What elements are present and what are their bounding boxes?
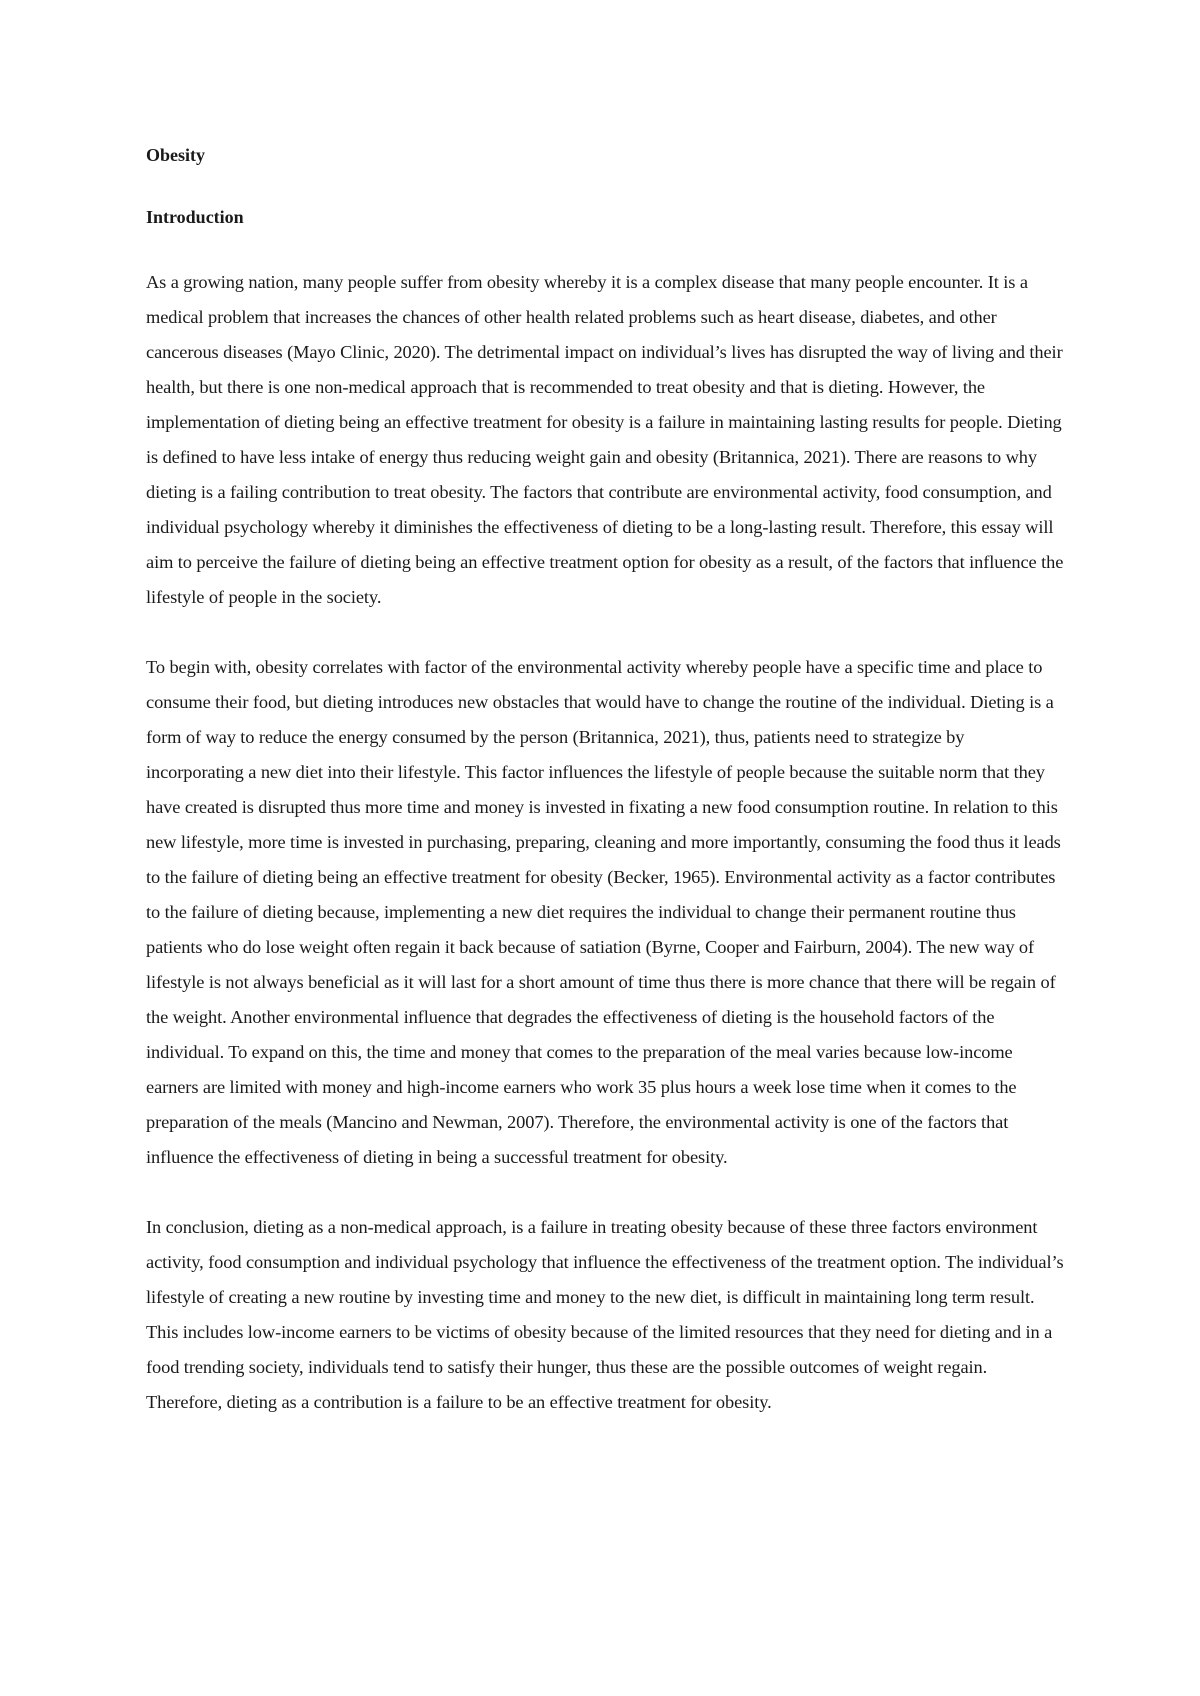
paragraph-introduction: As a growing nation, many people suffer from obesity whereby it is a complex disease that many people encounter. It is a medical problem that increases the chances of other health related problems such as heart disease, diabetes, and other cancerous diseases (Mayo Clinic, 2020). The detrimental impact on individual’s lives has disrupted the way of living and their health, but there is one non-medical approach that is recommended to treat obesity and that is dieting. However, the implementation of dieting being an effective treatment for obesity is a failure in maintaining lasting results for people. Dieting is defined to have less intake of energy thus reducing weight gain and obesity (Britannica, 2021). There are reasons to why dieting is a failing contribution to treat obesity. The factors that contribute are environmental activity, food consumption, and individual psychology whereby it diminishes the effectiveness of dieting to be a long-lasting result. Therefore, this essay will aim to perceive the failure of dieting being an effective treatment option for obesity as a result, of the factors that influence the lifestyle of people in the society. [146, 272, 1064, 607]
paragraph-environmental-activity: To begin with, obesity correlates with factor of the environmental activity whereby people have a specific time and place to consume their food, but dieting introduces new obstacles that would have to change the routine of the individual. Dieting is a form of way to reduce the energy consumed by the person (Britannica, 2021), thus, patients need to strategize by incorporating a new diet into their lifestyle. This factor influences the lifestyle of people because the suitable norm that they have created is disrupted thus more time and money is invested in fixating a new food consumption routine. In relation to this new lifestyle, more time is invested in purchasing, preparing, cleaning and more importantly, consuming the food thus it leads to the failure of dieting being an effective treatment for obesity (Becker, 1965). Environmental activity as a factor contributes to the failure of dieting because, implementing a new diet requires the individual to change their permanent routine thus patients who do lose weight often regain it back because of satiation (Byrne, Cooper and Fairburn, 2004). The new way of lifestyle is not always beneficial as it will last for a short amount of time thus there is more chance that there will be regain of the weight. Another environmental influence that degrades the effectiveness of dieting is the household factors of the individual. To expand on this, the time and money that comes to the preparation of the meal varies because low-income earners are limited with money and high-income earners who work 35 plus hours a week lose time when it comes to the preparation of the meals (Mancino and Newman, 2007). Therefore, the environmental activity is one of the factors that influence the effectiveness of dieting in being a successful treatment for obesity. [146, 657, 1061, 1167]
document-body [146, 140, 1066, 1455]
paragraph-conclusion: In conclusion, dieting as a non-medical approach, is a failure in treating obesity because of these three factors environment activity, food consumption and individual psychology that influence the effectiveness of the treatment option. The individual’s lifestyle of creating a new routine by investing time and money to the new diet, is difficult in maintaining long term result. This includes low-income earners to be victims of obesity because of the limited resources that they need for dieting and in a food trending society, individuals tend to satisfy their hunger, thus these are the possible outcomes of weight regain. Therefore, dieting as a contribution is a failure to be an effective treatment for obesity. [146, 1217, 1064, 1412]
document-title: Obesity [146, 145, 206, 165]
section-heading-introduction: Introduction [146, 207, 244, 227]
